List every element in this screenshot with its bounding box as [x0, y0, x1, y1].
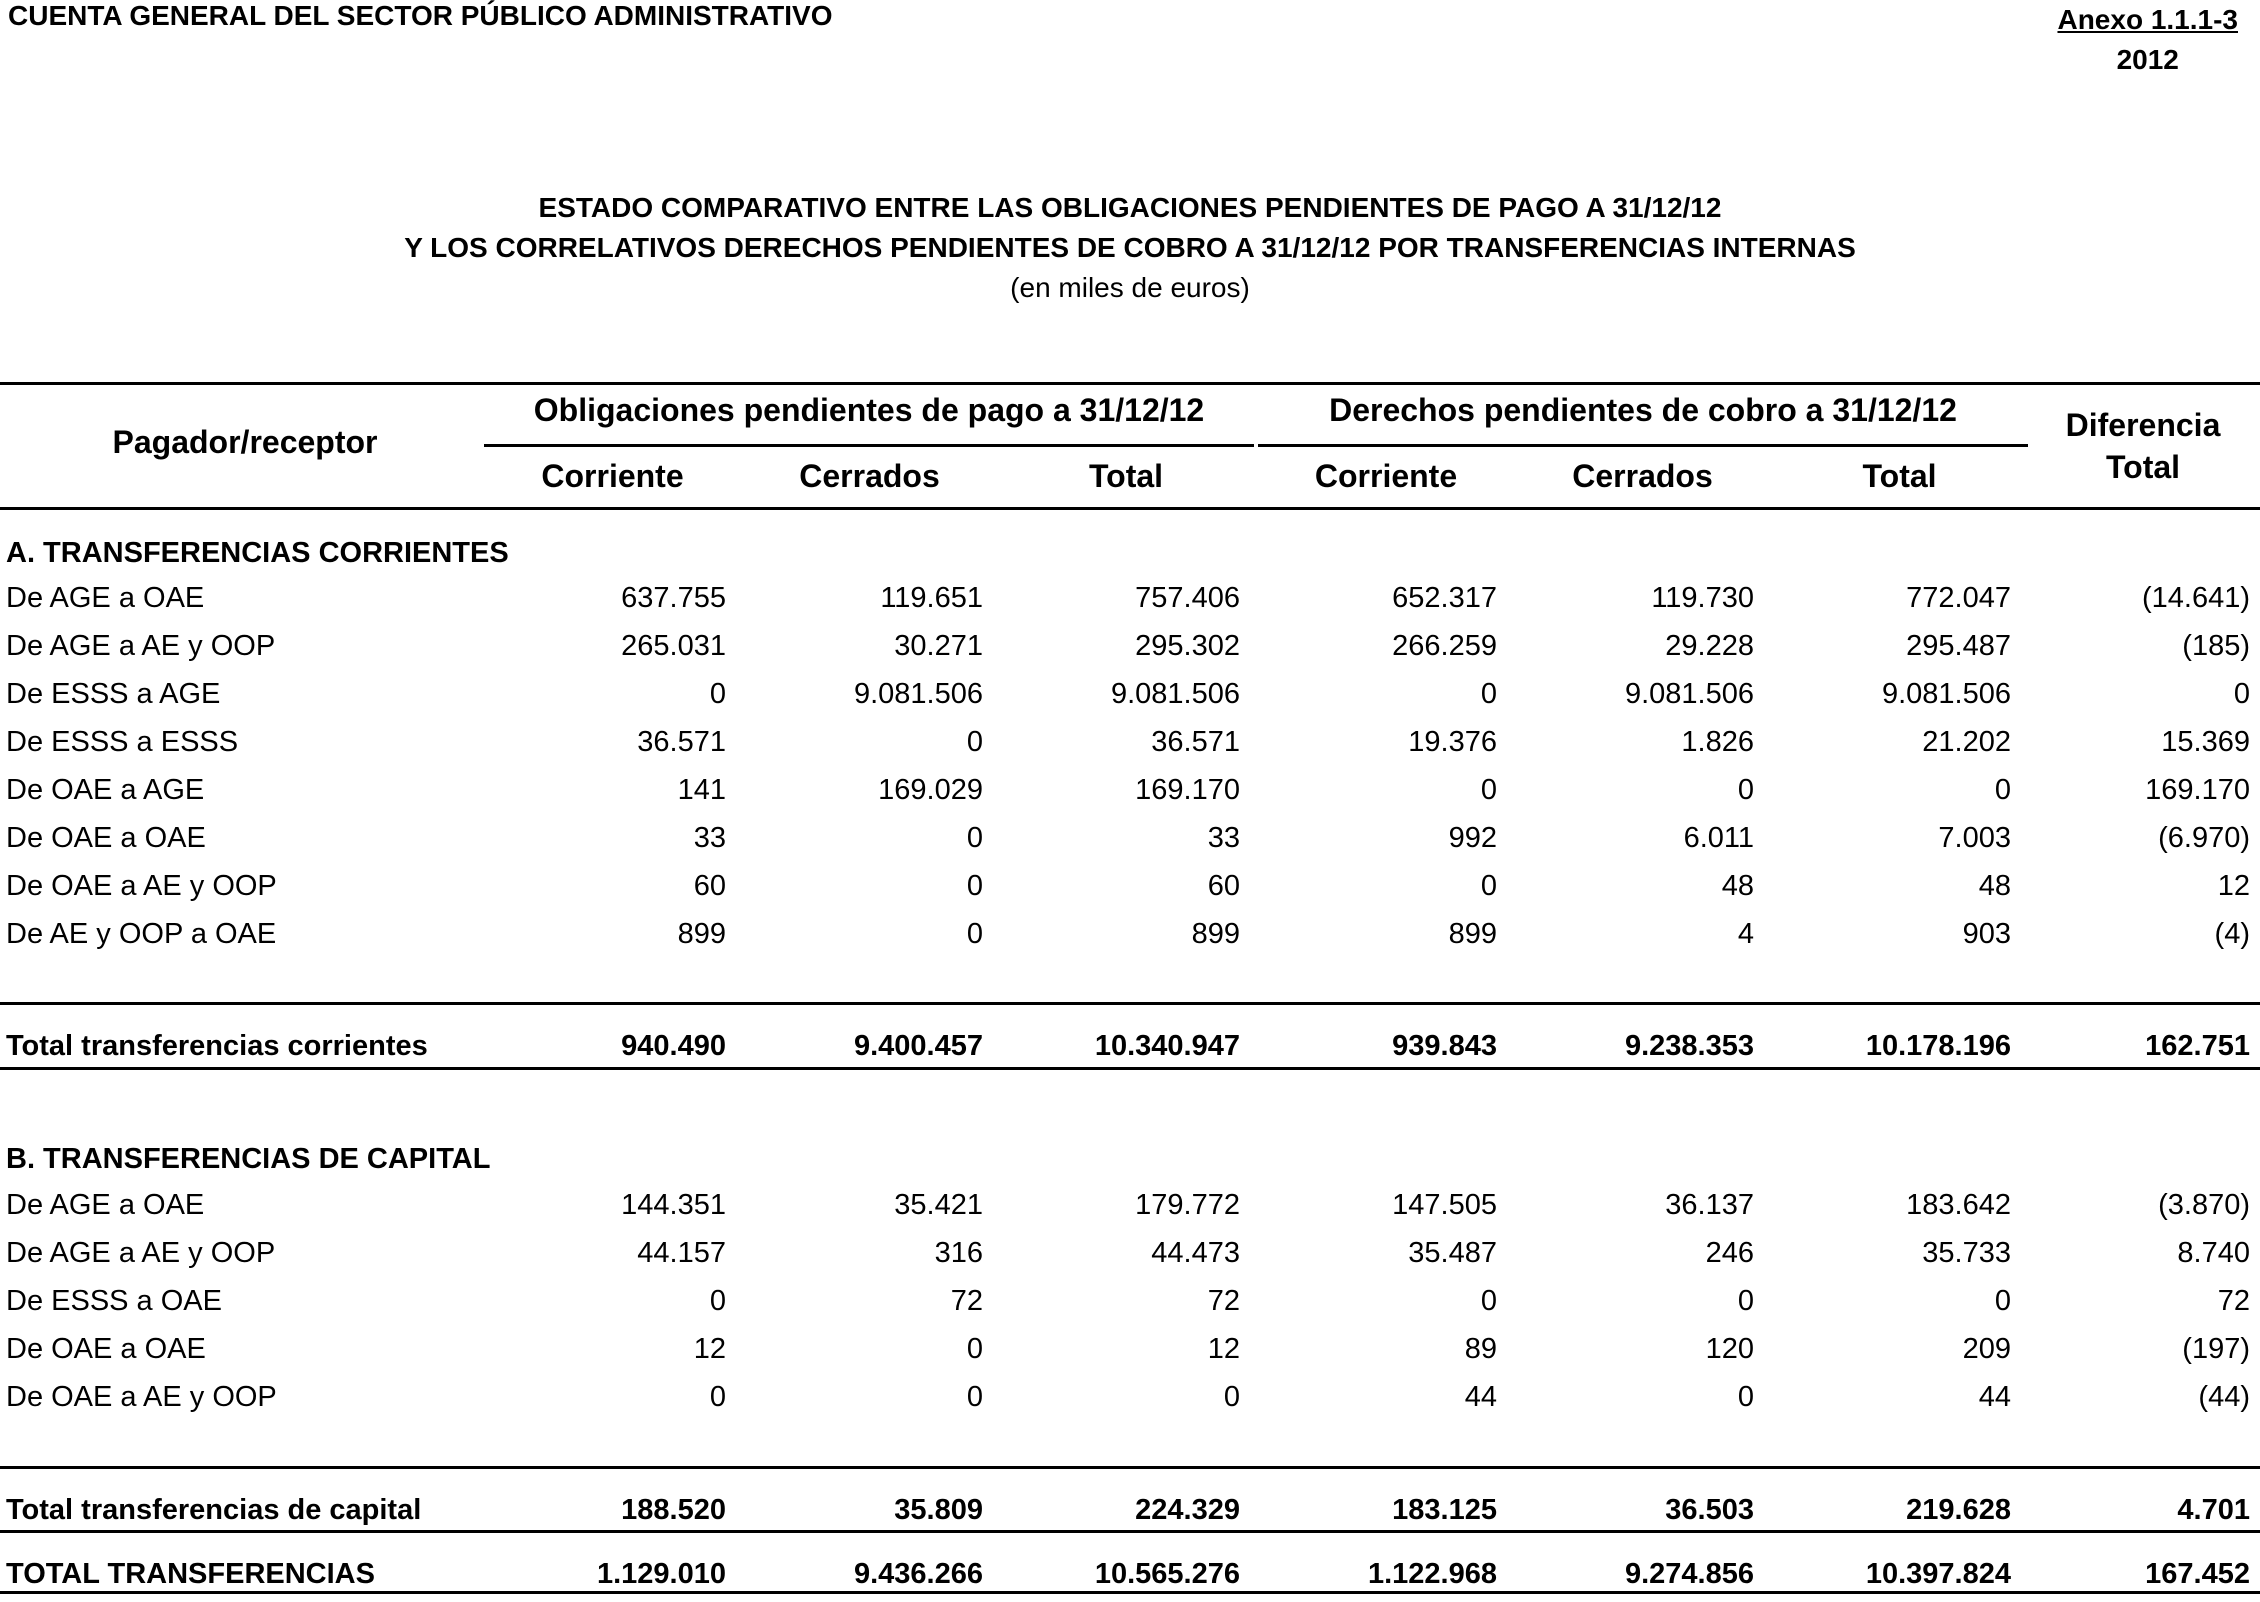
col-pagador-receptor: Pagador/receptor	[112, 424, 378, 460]
section-a-total-bottom-rule	[0, 1067, 2260, 1070]
subcol-obl-corriente: Corriente	[541, 458, 684, 494]
table-row	[0, 726, 2260, 770]
cell-value: (6.970)	[2158, 822, 2250, 854]
row-label: Total transferencias corrientes	[6, 1030, 428, 1062]
cell-value: 35.487	[1408, 1237, 1497, 1269]
row-label: De AGE a OAE	[6, 1189, 205, 1221]
cell-value: (185)	[2182, 630, 2250, 662]
cell-value: 0	[1737, 1285, 1754, 1317]
cell-value: 0	[709, 678, 726, 710]
cell-value: 316	[934, 1237, 983, 1269]
cell-value: 0	[966, 870, 983, 902]
cell-value: 10.397.824	[1865, 1558, 2011, 1590]
cell-value: 224.329	[1135, 1494, 1240, 1526]
cell-value: 8.740	[2177, 1237, 2250, 1269]
section-a-total-top-rule	[0, 1002, 2260, 1005]
table-row	[0, 822, 2260, 866]
cell-value: 4.701	[2177, 1494, 2250, 1526]
cell-value: 0	[1994, 774, 2011, 806]
table-row	[0, 1189, 2260, 1233]
table-row	[0, 774, 2260, 818]
cell-value: 637.755	[621, 582, 726, 614]
cell-value: 169.170	[1135, 774, 1240, 806]
cell-value: 0	[1480, 774, 1497, 806]
table-row	[0, 582, 2260, 626]
cell-value: 48	[1978, 870, 2011, 902]
report-title	[0, 188, 2260, 308]
cell-value: 9.081.506	[1624, 678, 1754, 710]
cell-value: 120	[1705, 1333, 1754, 1365]
header-bottom-rule	[0, 507, 2260, 510]
cell-value: 246	[1705, 1237, 1754, 1269]
cell-value: 119.651	[880, 582, 983, 614]
table-row	[0, 1381, 2260, 1425]
cell-value: 209	[1962, 1333, 2011, 1365]
table-row	[0, 1285, 2260, 1329]
cell-value: 4	[1737, 918, 1754, 950]
group-obligaciones-header: Obligaciones pendientes de pago a 31/12/12	[533, 392, 1205, 428]
cell-value: 266.259	[1392, 630, 1497, 662]
cell-value: 33	[1207, 822, 1240, 854]
table-row	[0, 1237, 2260, 1281]
cell-value: 899	[1448, 918, 1497, 950]
table-row	[0, 678, 2260, 722]
cell-value: 652.317	[1392, 582, 1497, 614]
cell-value: 72	[1207, 1285, 1240, 1317]
cell-value: 48	[1721, 870, 1754, 902]
title-line-2: Y LOS CORRELATIVOS DERECHOS PENDIENTES DE COBRO A 31/12/12 POR TRANSFERENCIAS INTERNAS	[404, 232, 1856, 263]
cell-value: 72	[950, 1285, 983, 1317]
cell-value: 9.400.457	[853, 1030, 983, 1062]
table-row	[0, 870, 2260, 914]
cell-value: 219.628	[1906, 1494, 2011, 1526]
cell-value: 167.452	[2145, 1558, 2250, 1590]
row-label: De OAE a AGE	[6, 774, 205, 806]
cell-value: 33	[693, 822, 726, 854]
grand-total-row	[0, 1558, 2260, 1602]
cell-value: 0	[1480, 870, 1497, 902]
row-label: De OAE a OAE	[6, 822, 206, 854]
cell-value: 169.029	[878, 774, 983, 806]
cell-value: 35.733	[1922, 1237, 2011, 1269]
section-b-total-bottom-rule	[0, 1530, 2260, 1533]
subcol-obl-cerrados: Cerrados	[799, 458, 940, 494]
cell-value: 9.274.856	[1624, 1558, 1754, 1590]
cell-value: 119.730	[1651, 582, 1754, 614]
cell-value: (4)	[2214, 918, 2250, 950]
cell-value: 0	[966, 1381, 983, 1413]
cell-value: 35.809	[894, 1494, 983, 1526]
row-label: De ESSS a ESSS	[6, 726, 239, 758]
cell-value: 141	[677, 774, 726, 806]
document-org-title: CUENTA GENERAL DEL SECTOR PÚBLICO ADMINISTRATIVO	[8, 0, 833, 31]
section-a-title: A. TRANSFERENCIAS CORRIENTES	[6, 537, 509, 569]
cell-value: 1.129.010	[596, 1558, 726, 1590]
group-derechos-header: Derechos pendientes de cobro a 31/12/12	[1329, 392, 1957, 428]
cell-value: 0	[1223, 1381, 1240, 1413]
cell-value: 29.228	[1665, 630, 1754, 662]
cell-value: 36.571	[1151, 726, 1240, 758]
cell-value: 10.565.276	[1094, 1558, 1240, 1590]
subcol-der-total: Total	[1862, 458, 1937, 494]
row-label: De AGE a AE y OOP	[6, 1237, 276, 1269]
cell-value: 15.369	[2161, 726, 2250, 758]
cell-value: 940.490	[621, 1030, 726, 1062]
cell-value: 295.487	[1906, 630, 2011, 662]
section-b-total-top-rule	[0, 1466, 2260, 1469]
cell-value: 147.505	[1392, 1189, 1497, 1221]
group1-underline	[484, 444, 1254, 447]
cell-value: 60	[693, 870, 726, 902]
cell-value: 992	[1448, 822, 1497, 854]
cell-value: (44)	[2198, 1381, 2250, 1413]
annex-year: 2012	[2116, 44, 2179, 75]
cell-value: 0	[1480, 1285, 1497, 1317]
subcol-der-corriente: Corriente	[1314, 458, 1458, 494]
units-note: (en miles de euros)	[1010, 272, 1250, 303]
cell-value: 19.376	[1408, 726, 1497, 758]
cell-value: 144.351	[621, 1189, 726, 1221]
table-row	[0, 918, 2260, 962]
table-top-rule	[0, 382, 2260, 385]
cell-value: 44.157	[637, 1237, 726, 1269]
subcol-obl-total: Total	[1088, 458, 1164, 494]
cell-value: 36.503	[1665, 1494, 1754, 1526]
cell-value: 9.436.266	[853, 1558, 983, 1590]
cell-value: 0	[709, 1381, 726, 1413]
cell-value: 295.302	[1135, 630, 1240, 662]
table-row	[0, 1333, 2260, 1377]
table-bottom-rule	[0, 1591, 2260, 1594]
cell-value: (14.641)	[2141, 582, 2250, 614]
row-label: TOTAL TRANSFERENCIAS	[6, 1558, 375, 1590]
cell-value: 36.137	[1665, 1189, 1754, 1221]
cell-value: 9.081.506	[1110, 678, 1240, 710]
diff-header-line-2: Total	[2105, 449, 2181, 485]
cell-value: 0	[1737, 1381, 1754, 1413]
cell-value: 12	[1207, 1333, 1240, 1365]
cell-value: 10.178.196	[1865, 1030, 2011, 1062]
diff-header-line-1: Diferencia	[2065, 407, 2221, 443]
cell-value: 44	[1978, 1381, 2011, 1413]
annex-number: Anexo 1.1.1-3	[2057, 4, 2238, 35]
table-row	[0, 630, 2260, 674]
cell-value: 60	[1207, 870, 1240, 902]
row-label: De OAE a AE y OOP	[6, 870, 277, 902]
cell-value: 9.238.353	[1624, 1030, 1754, 1062]
cell-value: 0	[966, 918, 983, 950]
cell-value: 183.125	[1392, 1494, 1497, 1526]
cell-value: (3.870)	[2158, 1189, 2250, 1221]
cell-value: 772.047	[1906, 582, 2011, 614]
cell-value: 35.421	[894, 1189, 983, 1221]
cell-value: 44.473	[1151, 1237, 1240, 1269]
cell-value: 899	[677, 918, 726, 950]
cell-value: 188.520	[621, 1494, 726, 1526]
cell-value: 0	[709, 1285, 726, 1317]
annex-block	[2057, 0, 2238, 80]
row-label: Total transferencias de capital	[6, 1494, 422, 1526]
subcol-der-cerrados: Cerrados	[1572, 458, 1713, 494]
row-label: De AGE a OAE	[6, 582, 205, 614]
cell-value: 0	[1480, 678, 1497, 710]
cell-value: 12	[693, 1333, 726, 1365]
section-b-title: B. TRANSFERENCIAS DE CAPITAL	[6, 1143, 491, 1175]
cell-value: 44	[1464, 1381, 1497, 1413]
cell-value: (197)	[2182, 1333, 2250, 1365]
cell-value: 162.751	[2145, 1030, 2250, 1062]
cell-value: 757.406	[1135, 582, 1240, 614]
cell-value: 72	[2217, 1285, 2250, 1317]
cell-value: 36.571	[637, 726, 726, 758]
cell-value: 0	[1737, 774, 1754, 806]
cell-value: 939.843	[1392, 1030, 1497, 1062]
cell-value: 0	[966, 1333, 983, 1365]
cell-value: 30.271	[894, 630, 983, 662]
cell-value: 12	[2217, 870, 2250, 902]
row-label: De AE y OOP a OAE	[6, 918, 277, 950]
cell-value: 89	[1464, 1333, 1497, 1365]
col-diferencia-total	[2030, 404, 2256, 488]
cell-value: 7.003	[1938, 822, 2011, 854]
cell-value: 265.031	[621, 630, 726, 662]
row-label: De OAE a AE y OOP	[6, 1381, 277, 1413]
row-label: De ESSS a OAE	[6, 1285, 222, 1317]
cell-value: 169.170	[2145, 774, 2250, 806]
row-label: De OAE a OAE	[6, 1333, 206, 1365]
group2-underline	[1258, 444, 2028, 447]
cell-value: 183.642	[1906, 1189, 2011, 1221]
cell-value: 0	[1994, 1285, 2011, 1317]
row-label: De ESSS a AGE	[6, 678, 221, 710]
cell-value: 899	[1191, 918, 1240, 950]
title-line-1: ESTADO COMPARATIVO ENTRE LAS OBLIGACIONES PENDIENTES DE PAGO A 31/12/12	[538, 192, 1722, 223]
cell-value: 1.826	[1681, 726, 1754, 758]
cell-value: 903	[1962, 918, 2011, 950]
row-label: De AGE a AE y OOP	[6, 630, 276, 662]
cell-value: 0	[2233, 678, 2250, 710]
cell-value: 1.122.968	[1367, 1558, 1497, 1590]
cell-value: 0	[966, 822, 983, 854]
cell-value: 10.340.947	[1094, 1030, 1240, 1062]
cell-value: 0	[966, 726, 983, 758]
cell-value: 9.081.506	[853, 678, 983, 710]
cell-value: 9.081.506	[1881, 678, 2011, 710]
cell-value: 21.202	[1922, 726, 2011, 758]
cell-value: 179.772	[1135, 1189, 1240, 1221]
cell-value: 6.011	[1683, 822, 1754, 854]
